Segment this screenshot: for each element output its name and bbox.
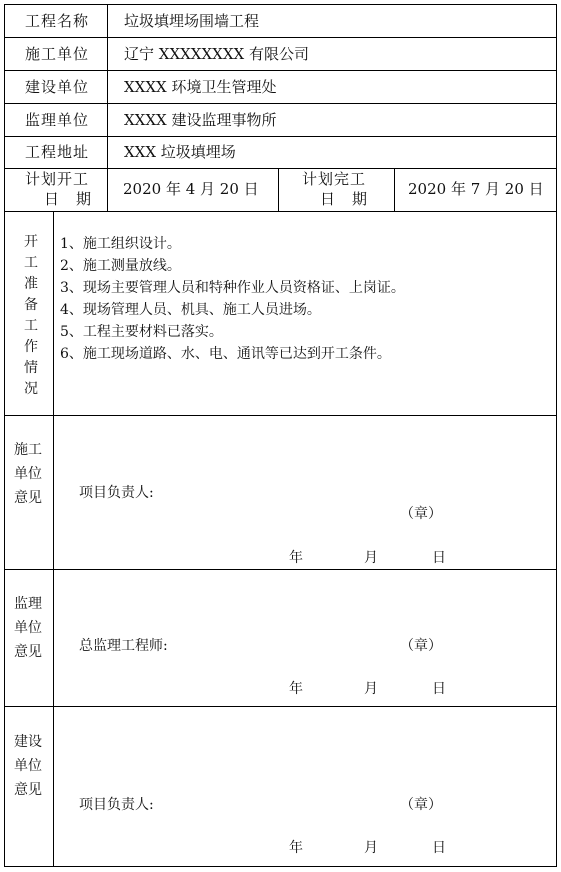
preparation-label-char: 开 — [24, 234, 38, 250]
grid-line — [4, 70, 557, 71]
preparation-label-char: 工 — [24, 255, 38, 271]
month-label: 月 — [364, 840, 378, 856]
project-leader-signature-label: 项目负责人: — [79, 485, 154, 501]
supervision-unit-label: 监理单位 — [25, 111, 90, 129]
construction-unit-value: 辽宁 XXXXXXXX 有限公司 — [124, 45, 309, 63]
opinion-label-line: 单位 — [14, 758, 42, 774]
year-label: 年 — [289, 550, 303, 566]
grid-line — [4, 415, 557, 416]
planned-end-label: 计划完工 — [302, 170, 367, 188]
month-label: 月 — [364, 681, 378, 697]
grid-line — [4, 37, 557, 38]
planned-start-label: 计划开工 — [25, 170, 90, 188]
opinion-label-line: 意见 — [14, 782, 42, 798]
project-name-label: 工程名称 — [25, 12, 90, 30]
grid-line — [107, 4, 108, 211]
planned-end-value: 2020 年 7 月 20 日 — [408, 180, 544, 198]
month-label: 月 — [364, 550, 378, 566]
seal-label: （章） — [400, 638, 442, 654]
preparation-item: 6、施工现场道路、水、电、通讯等已达到开工条件。 — [60, 346, 391, 362]
construction-opinion-label — [8, 438, 48, 510]
grid-line — [4, 211, 557, 212]
preparation-item: 4、现场管理人员、机具、施工人员进场。 — [60, 302, 321, 318]
owner-unit-value: XXXX 环境卫生管理处 — [124, 78, 277, 96]
grid-line — [4, 136, 557, 137]
seal-label: （章） — [400, 506, 442, 522]
grid-line — [4, 168, 557, 169]
grid-line — [4, 4, 5, 866]
project-name-value: 垃圾填埋场围墙工程 — [124, 12, 260, 30]
planned-end-label-date: 日 期 — [320, 190, 369, 208]
preparation-label-char: 情 — [24, 360, 38, 376]
grid-line — [4, 706, 557, 707]
preparation-label-char: 准 — [24, 276, 38, 292]
preparation-label-char: 况 — [24, 381, 38, 397]
seal-label: （章） — [400, 797, 442, 813]
year-label: 年 — [289, 840, 303, 856]
opinion-label-line: 施工 — [14, 442, 42, 458]
preparation-label-char: 作 — [24, 339, 38, 355]
preparation-item: 2、施工测量放线。 — [60, 258, 181, 274]
grid-line — [278, 168, 279, 211]
preparation-item: 3、现场主要管理人员和特种作业人员资格证、上岗证。 — [60, 280, 405, 296]
opinion-label-line: 监理 — [14, 596, 42, 612]
planned-start-value: 2020 年 4 月 20 日 — [123, 180, 259, 198]
grid-line — [394, 168, 395, 211]
day-label: 日 — [432, 840, 446, 856]
planned-start-label-date: 日 期 — [44, 190, 93, 208]
grid-line — [4, 569, 557, 570]
grid-line — [4, 866, 557, 867]
preparation-label-char: 工 — [24, 318, 38, 334]
chief-supervisor-signature-label: 总监理工程师: — [79, 638, 168, 654]
preparation-item: 5、工程主要材料已落实。 — [60, 324, 223, 340]
opinion-label-line: 意见 — [14, 644, 42, 660]
opinion-label-line: 建设 — [14, 734, 42, 750]
opinion-label-line: 意见 — [14, 490, 42, 506]
construction-unit-label: 施工单位 — [25, 45, 90, 63]
project-address-value: XXX 垃圾填埋场 — [124, 143, 236, 161]
supervision-opinion-label — [8, 592, 48, 664]
grid-line — [4, 4, 557, 5]
opinion-label-line: 单位 — [14, 620, 42, 636]
preparation-label-char: 备 — [24, 297, 38, 313]
grid-line — [53, 211, 54, 866]
day-label: 日 — [432, 681, 446, 697]
owner-opinion-label — [8, 730, 48, 802]
grid-line — [556, 4, 557, 867]
preparation-label — [21, 232, 41, 400]
day-label: 日 — [432, 550, 446, 566]
opinion-label-line: 单位 — [14, 466, 42, 482]
project-address-label: 工程地址 — [25, 143, 90, 161]
supervision-unit-value: XXXX 建设监理事物所 — [124, 111, 277, 129]
year-label: 年 — [289, 681, 303, 697]
project-leader-signature-label: 项目负责人: — [79, 797, 154, 813]
grid-line — [4, 103, 557, 104]
preparation-item: 1、施工组织设计。 — [60, 236, 181, 252]
owner-unit-label: 建设单位 — [25, 78, 90, 96]
